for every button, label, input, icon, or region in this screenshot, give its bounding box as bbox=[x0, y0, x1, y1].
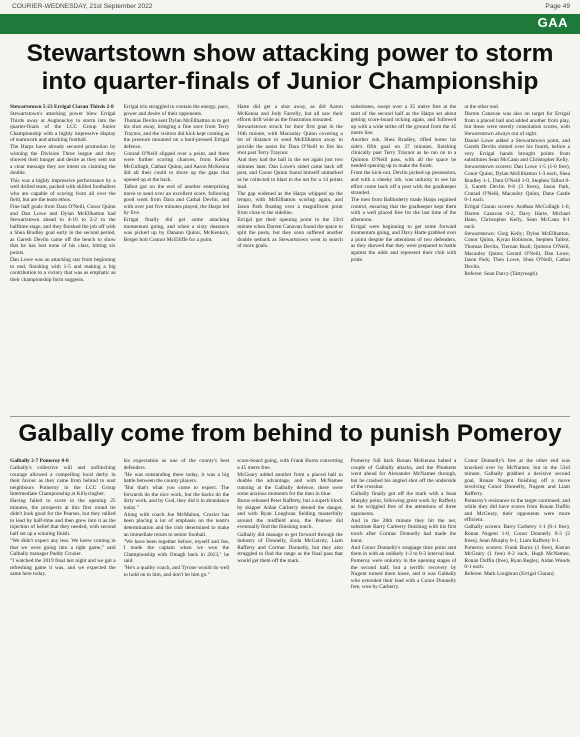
paragraph: Errigal were beginning to get some forward momentum going, and Davy Harte grabbed over a point despite the attentions of two defenders, as they showed that they were prepared to battle against the odds and represent their club with pride. bbox=[350, 223, 457, 263]
paragraph: And in the 28th minute they hit the net, substitute Barry Carberry finishing with his first touch after Cormac Donnelly had made the burst. bbox=[350, 517, 457, 544]
paragraph: score-board going, with Frank Burns converting a 45 metre free. bbox=[237, 458, 343, 471]
story2-body bbox=[10, 458, 570, 730]
paragraph: Errigal trio struggled to contain the energy, pace, power and desire of their opponents. bbox=[123, 104, 230, 117]
paragraph: "But that's what you come to expect. The forwards do the nice work, but the backs do the dirty work, and by God, they did it in abundance today." bbox=[123, 485, 230, 511]
story1-column-3 bbox=[237, 104, 343, 414]
paragraph: Stewartstown: Greg Kelly; Dylan McEllhatton, Conor Quinn, Kyran Robinson, Stephen Talbot, Thomas Devlin, Tiernan Bush; Quinton O'Neill, Macauley Quinn; Gerard O'Neill, Dan Lowe, Jason Park; Theo Lowe, Shea O'Neill, Cathal Devlin. bbox=[464, 230, 570, 270]
paragraph: Errigal Ciaran scorers: Aodhan McCullagh 1-0, Darren Canavan 0-2, Davy Harte, Michael Hane, Christopher Kelly, Sean McCann 0-1 each. bbox=[464, 204, 570, 230]
paragraph: his expectation as one of the county's best defenders. bbox=[123, 458, 230, 471]
paragraph: Stewartstown 5-23 Errigal Ciaran Thirds 2-8 bbox=[10, 104, 114, 110]
paragraph: Dan Lowe was an attacking star from beginning to end, finishing with 1-5 and making a big contribution to a victory that was as emphatic as their championship form suggests. bbox=[10, 257, 116, 283]
paragraph: Daniel Lowe added a Stewartstown point, and Gareth Devlin slotted over his fourth, before a very Errigal hands brought points from substitutes Sean McCann and Christopher Kelly. bbox=[464, 137, 570, 164]
paragraph: Burns released Peter Rafferty, but a superb block by skipper Aidan Carberry denied the danger, and with Ryan Loughran fielding masterfully around the midfield area, the Pearses did eventually find the finishing touch. bbox=[237, 498, 343, 531]
paragraph: Fine half goals from Dara O'Neill, Conor Quinn and Dan Lowe and Dylan McEllhatton had Stewartstown ahead to 4-10 to 2-2 in the halftime stage, and they finished the job off with a Shea Bradley goal early in the second period, as Gareth Devlin came off the bench to show that he has lost none of his class, hitting six points. bbox=[10, 204, 116, 257]
story1-body bbox=[10, 104, 570, 414]
paragraph: Referee: Sean Darcy (Tattyreagh). bbox=[464, 270, 539, 277]
paragraph: Conrad O'Neill slipped over a point, and there were further scoring chances, from Kellen McGullagh, Cathair Quinn, and Aaron McKenna did all their could to shore up the gaps that opened up at the back. bbox=[123, 150, 230, 184]
paragraph: Galbally scorers: Barry Carberry 1-1 (0-1 free), Ronan Nugent 1-0, Conor Donnelly 0-3 (2 frees), Sean Murphy 0-1, Liam Rafferty 0-1. bbox=[464, 524, 570, 544]
story2-column-4 bbox=[351, 458, 457, 730]
paragraph: Another sub, Shea Bradley, rifled home his side's fifth goal on 37 minutes, finishing clinically past Terry Traynor as he ran on to a Quinton O'Neill pass, with all the space he needed opening up to make the finish. bbox=[350, 137, 457, 170]
paragraph: Having failed to score in the opening 25 minutes, the prospects at this first round tie didn't look good for the Pearses, but they rallied to lead by half-time and then grew into it as the injection of belief that they needed, with second half set up a winning finish. bbox=[10, 498, 116, 538]
story-divider bbox=[10, 416, 570, 417]
paragraph: Errigal got their opening point in the 23rd minute when Darren Canavan found the space to split the posts, but they soon suffered another double setback as Stewartstown went in search of more goals. bbox=[237, 217, 343, 250]
paragraph: The Harps have already secured promotion by winning the Division Three league and they showed their hunger and desire as they sent out a clear message they are intent on claiming the double. bbox=[10, 144, 116, 177]
paragraph: Along with coach Joe McMahon, Crozier has been placing a lot of emphasis on the team's determination and the club determined to make an immediate return to senior football. bbox=[123, 511, 230, 538]
story2-column-2 bbox=[124, 458, 230, 730]
paragraph: McGeary added another from a placed ball to double the advantage, and with McNamee running at the Galbally defence, there were some anxious moments for the men in blue. bbox=[237, 471, 343, 498]
paragraph: And they had the ball in the net again just two minutes later. Dan Lowe's sided came back off post, and Conor Quinn found himself unmarked as he collected to blast to the net for a 14 points lead. bbox=[237, 157, 343, 190]
paragraph: "I watched the 2019 final last night and we got a refreshing game it was, and we expected the same here today. bbox=[10, 558, 116, 578]
story1-column-1 bbox=[10, 104, 116, 414]
paragraph: Galbally finally got off the mark with a Sean Murphy point, following great work by Rafferty as he wriggled free of the attentions of three opponents. bbox=[350, 491, 457, 517]
story1-headline: Stewartstown show attacking power to storm into quarter-finals of Junior Championship bbox=[26, 40, 554, 95]
story2-column-3 bbox=[237, 458, 343, 730]
page-header bbox=[0, 0, 580, 14]
story1-column-2 bbox=[124, 104, 230, 414]
paragraph: This was a highly impressive performance by a well drilled team, packed with skilled footballers who are capable of scoring from all over the field, but are the team ethos. bbox=[10, 177, 116, 204]
section-bar bbox=[0, 14, 580, 34]
paragraph: Darren Canavan was also on target for Errigal from a placed ball and added another from play, but these were merely consolation scores, with Stewartstown always out of sight. bbox=[464, 111, 570, 137]
paragraph: "We didn't expect any less. We knew coming in that we were going into a tight game," said Galbally manager Paddy Crozier. bbox=[10, 538, 116, 558]
section-label: GAA bbox=[537, 15, 568, 30]
paragraph: Pomeroy scorers: Frank Burns (1 free), Kieran McGeary (1 free) 0-2 each, Hugh McNamee, Ronan Duffin (free), Ryan Begley, Aidan Woods 0-1 each. bbox=[464, 544, 570, 571]
paragraph: "He was outstanding there today, it was a big battle between the county players. bbox=[123, 471, 230, 485]
paragraph: From the kick-out, Devlin picked up possession, and with a cheeky lob, was unlucky to see his effort come back off a post with the goalkeeper stranded. bbox=[350, 170, 457, 197]
publication-line: COURIER-WEDNESDAY, 21st September 2022 bbox=[12, 3, 153, 10]
paragraph: Thomas Devlin sent Dylan McEllhatton in to get his shot away, bringing a fine save from Terry Traynor, and the visitors did kick kept coming as the pressure mounted on a hard-pressed Errigal defence. bbox=[123, 117, 230, 150]
page-number: Page 49 bbox=[545, 3, 570, 10]
story1-column-5 bbox=[464, 104, 570, 414]
story2-column-5 bbox=[464, 458, 570, 730]
paragraph: "We have been together before, myself and Joe, I made the captain when we won the Championship with Omagh back in 2013," he said. bbox=[123, 538, 230, 565]
paragraph: Harte did get a shot away, as did Aaron McKenna and Jody Farrelly, but all saw their efforts drift wide as the frustration mounted. bbox=[237, 104, 343, 124]
paragraph: The men from Ballinderry made Harps regained control, ensuring that the goalkeeper kept them with a well placed free for the last time of the afternoon. bbox=[350, 197, 457, 223]
story2-column-1 bbox=[10, 458, 116, 730]
paragraph: The gap widened as the Harps whipped up the tempo, with McEllhatton scoring again, and Jason Park floating over a magnificent point from close to the sideline. bbox=[237, 190, 343, 217]
paragraph: Stewartstown scorers: Dan Lowe 1-5 (1-0 free), Conor Quinn, Dylan McEllhatton 1-3 each, Shea Bradley 1-1, Dara O'Neill 1-0, Stephen Talbot 0-3, Gareth Devlin 0-6 (3 frees), Jason Park, Conrad O'Neill, Macauley Quinn, Dane Castle 0-1 each. bbox=[464, 164, 570, 204]
story2-headline: Galbally come from behind to punish Pomeroy bbox=[18, 420, 562, 447]
paragraph: Conor Donnelly's free at the other end was knocked over by McNamee, but in the 53rd minute, Galbally grabbed a decisive second goal, Ronan Nugent finishing off a move involving Conor Donnelly, Nugent and Liam Rafferty. bbox=[464, 458, 570, 497]
paragraph: Talbot got on the end of another enterprising move to send over an excellent score, following good work from Dara and Cathal Devlin, and with over just five minutes played, the Harps led by five. bbox=[123, 184, 230, 217]
paragraph: Pomeroy's resistance to the target continued, and while they did have scores from Ronan Duffin and McGeary, their opponents were more efficient. bbox=[464, 497, 570, 524]
paragraph: at the other end. bbox=[464, 104, 500, 110]
paragraph: substitutes, swept over a 35 metre free at the start of the second half as the Harps set about getting score-board ticking again, and followed up with a wide strike off the ground from the 45 metre line. bbox=[350, 104, 457, 137]
paragraph: Stewartstown struck for their first goal in the 16th minute, with Macaulay Quinn covering a lot of distance to send McEllhatton away to provide the assist for Dara O'Neill to fire his shot past Terry Traynor. bbox=[237, 124, 343, 157]
story1-column-4 bbox=[351, 104, 457, 414]
paragraph: Galbally 2-7 Pomeroy 0-8 bbox=[10, 458, 69, 464]
paragraph: "He's a quality coach, and Tyrone would do well to hold on to him, and don't let him go." bbox=[123, 565, 230, 578]
paragraph: And Conor Donnelly's stoppage time point sent them in with an unlikely 1-2 to 0-3 interval lead. bbox=[350, 544, 457, 558]
paragraph: Errigal finally did get some attacking momentum going, and when a sixty dearance was picked up by Danann Quinn, McKenna's, Berger bolt Connor McElliffe for a point. bbox=[123, 217, 230, 243]
paragraph: Stewartstown's attacking power blew Errigal Thirds away at Aughnacloy to storm into the quarter-finals of the LCC Group Junior Championship with a highly impressive display of teamwork and attacking football. bbox=[10, 111, 116, 144]
paragraph: Galbally did manage to get forward through the industry of Donnelly, Enda McGarrity, Liam Rafferty and Cormac Donnelly, but they also struggled to find the range as the final pass that would get them off the mark. bbox=[237, 531, 343, 564]
paragraph: Galbally's collective will and unflinching courage allowed a compelling local derby in their favour as they came from behind to oust neighbours Pomeroy in the LCC Group Intermediate Championship at Killyclogher. bbox=[10, 465, 116, 498]
paragraph: Pomeroy were unlucky in the opening stages of the second half, but a terrific recovery by Nugent turned them loose, and it was Galbally who extended their lead with a Conor Donnelly free, won by Carberry. bbox=[350, 558, 457, 591]
paragraph: Referee: Mark Loughran (Errigal Ciaran). bbox=[464, 571, 555, 578]
paragraph: Pomeroy full back Ronan McKenna halted a couple of Galbally attacks, and the Plunketts went ahead for Alexander McNamee through, but he crashed his angled shot off the underside of the crossbar. bbox=[350, 458, 457, 491]
